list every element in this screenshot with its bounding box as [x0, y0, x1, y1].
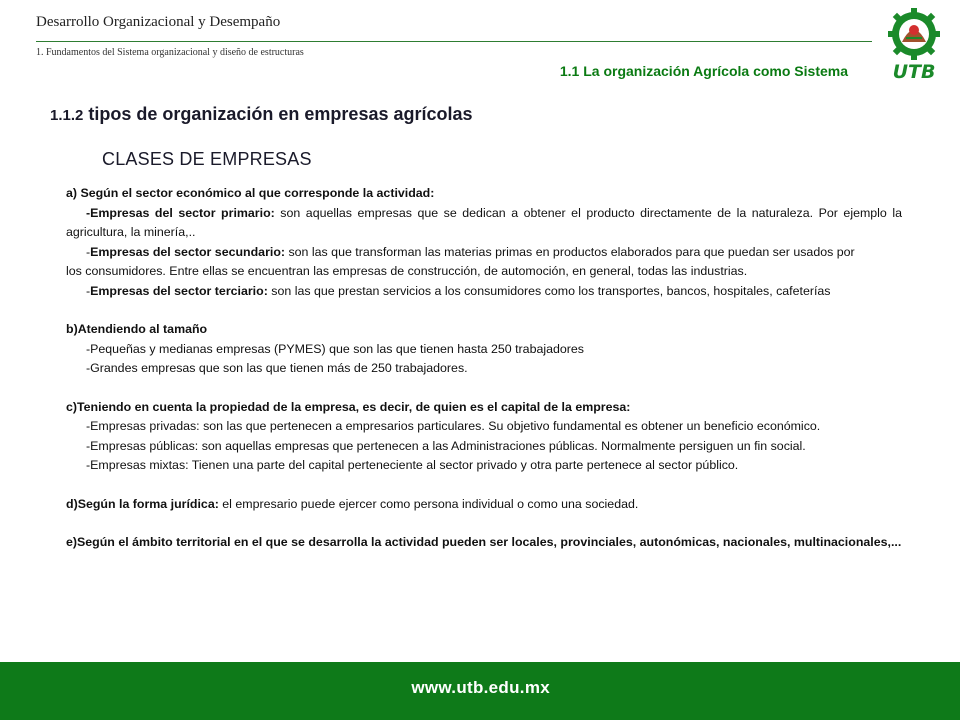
- footer-bar: [0, 662, 960, 720]
- content-body: [66, 184, 902, 553]
- footer-url-link[interactable]: www.utb.edu.mx: [411, 678, 550, 697]
- section-e: e)Según el ámbito territorial en el que se desarrolla la actividad pueden ser locales, provinciales, autonómicas, nacionales, multinacionales,...: [66, 535, 902, 549]
- sector-secundario-continuation: los consumidores. Entre ellas se encuentran las empresas de construcción, de automoción, en general, todas las industrias.: [66, 264, 748, 278]
- empresas-publicas-item: -Empresas públicas: son aquellas empresas que pertenecen a las Administraciones públicas. Normalmente persiguen un fin social.: [86, 438, 806, 453]
- empresas-mixtas-item: -Empresas mixtas: Tienen una parte del capital perteneciente al sector privado y otra parte pertenece al sector público.: [86, 458, 739, 472]
- pymes-item: -Pequeñas y medianas empresas (PYMES) que son las que tienen hasta 250 trabajadores: [86, 341, 584, 356]
- logo-wordmark: UTB: [892, 61, 936, 83]
- page-title-text: tipos de organización en empresas agrícolas: [88, 104, 473, 124]
- header-divider: [36, 41, 872, 42]
- header-title: Desarrollo Organizacional y Desempaño: [36, 14, 281, 30]
- utb-logo: [880, 8, 948, 84]
- sector-primario-item: -Empresas del sector primario: son aquellas empresas que se dedican a obtener el producto directamente de la naturaleza. Por ejemplo la agricultura, la minería,..: [66, 205, 902, 239]
- section-d: d)Según la forma jurídica: el empresario puede ejercer como persona individual o como una sociedad.: [66, 496, 639, 511]
- gear-icon: [888, 8, 940, 60]
- page-title: [50, 104, 473, 125]
- grandes-empresas-item: -Grandes empresas que son las que tienen más de 250 trabajadores.: [86, 361, 468, 375]
- sector-secundario-item: -Empresas del sector secundario: son las que transforman las materias primas en productos elaborados para que puedan ser usados por: [86, 244, 855, 259]
- empresas-privadas-item: -Empresas privadas: son las que pertenecen a empresarios particulares. Su objetivo fundamental es obtener un beneficio económico.: [86, 419, 821, 433]
- section-c-heading: c)Teniendo en cuenta la propiedad de la empresa, es decir, de quien es el capital de la empresa:: [66, 399, 631, 414]
- sector-terciario-item: -Empresas del sector terciario: son las que prestan servicios a los consumidores como los transportes, bancos, hospitales, cafeterías: [86, 283, 831, 298]
- section-b-heading: b)Atendiendo al tamaño: [66, 322, 208, 336]
- section-label: 1.1 La organización Agrícola como Sistema: [559, 63, 848, 79]
- page-title-number: 1.1.2: [50, 107, 84, 124]
- section-a-heading: a) Según el sector económico al que corresponde la actividad:: [66, 186, 435, 200]
- classes-heading: CLASES DE EMPRESAS: [102, 149, 312, 169]
- header-subtitle: 1. Fundamentos del Sistema organizacional y diseño de estructuras: [36, 47, 304, 58]
